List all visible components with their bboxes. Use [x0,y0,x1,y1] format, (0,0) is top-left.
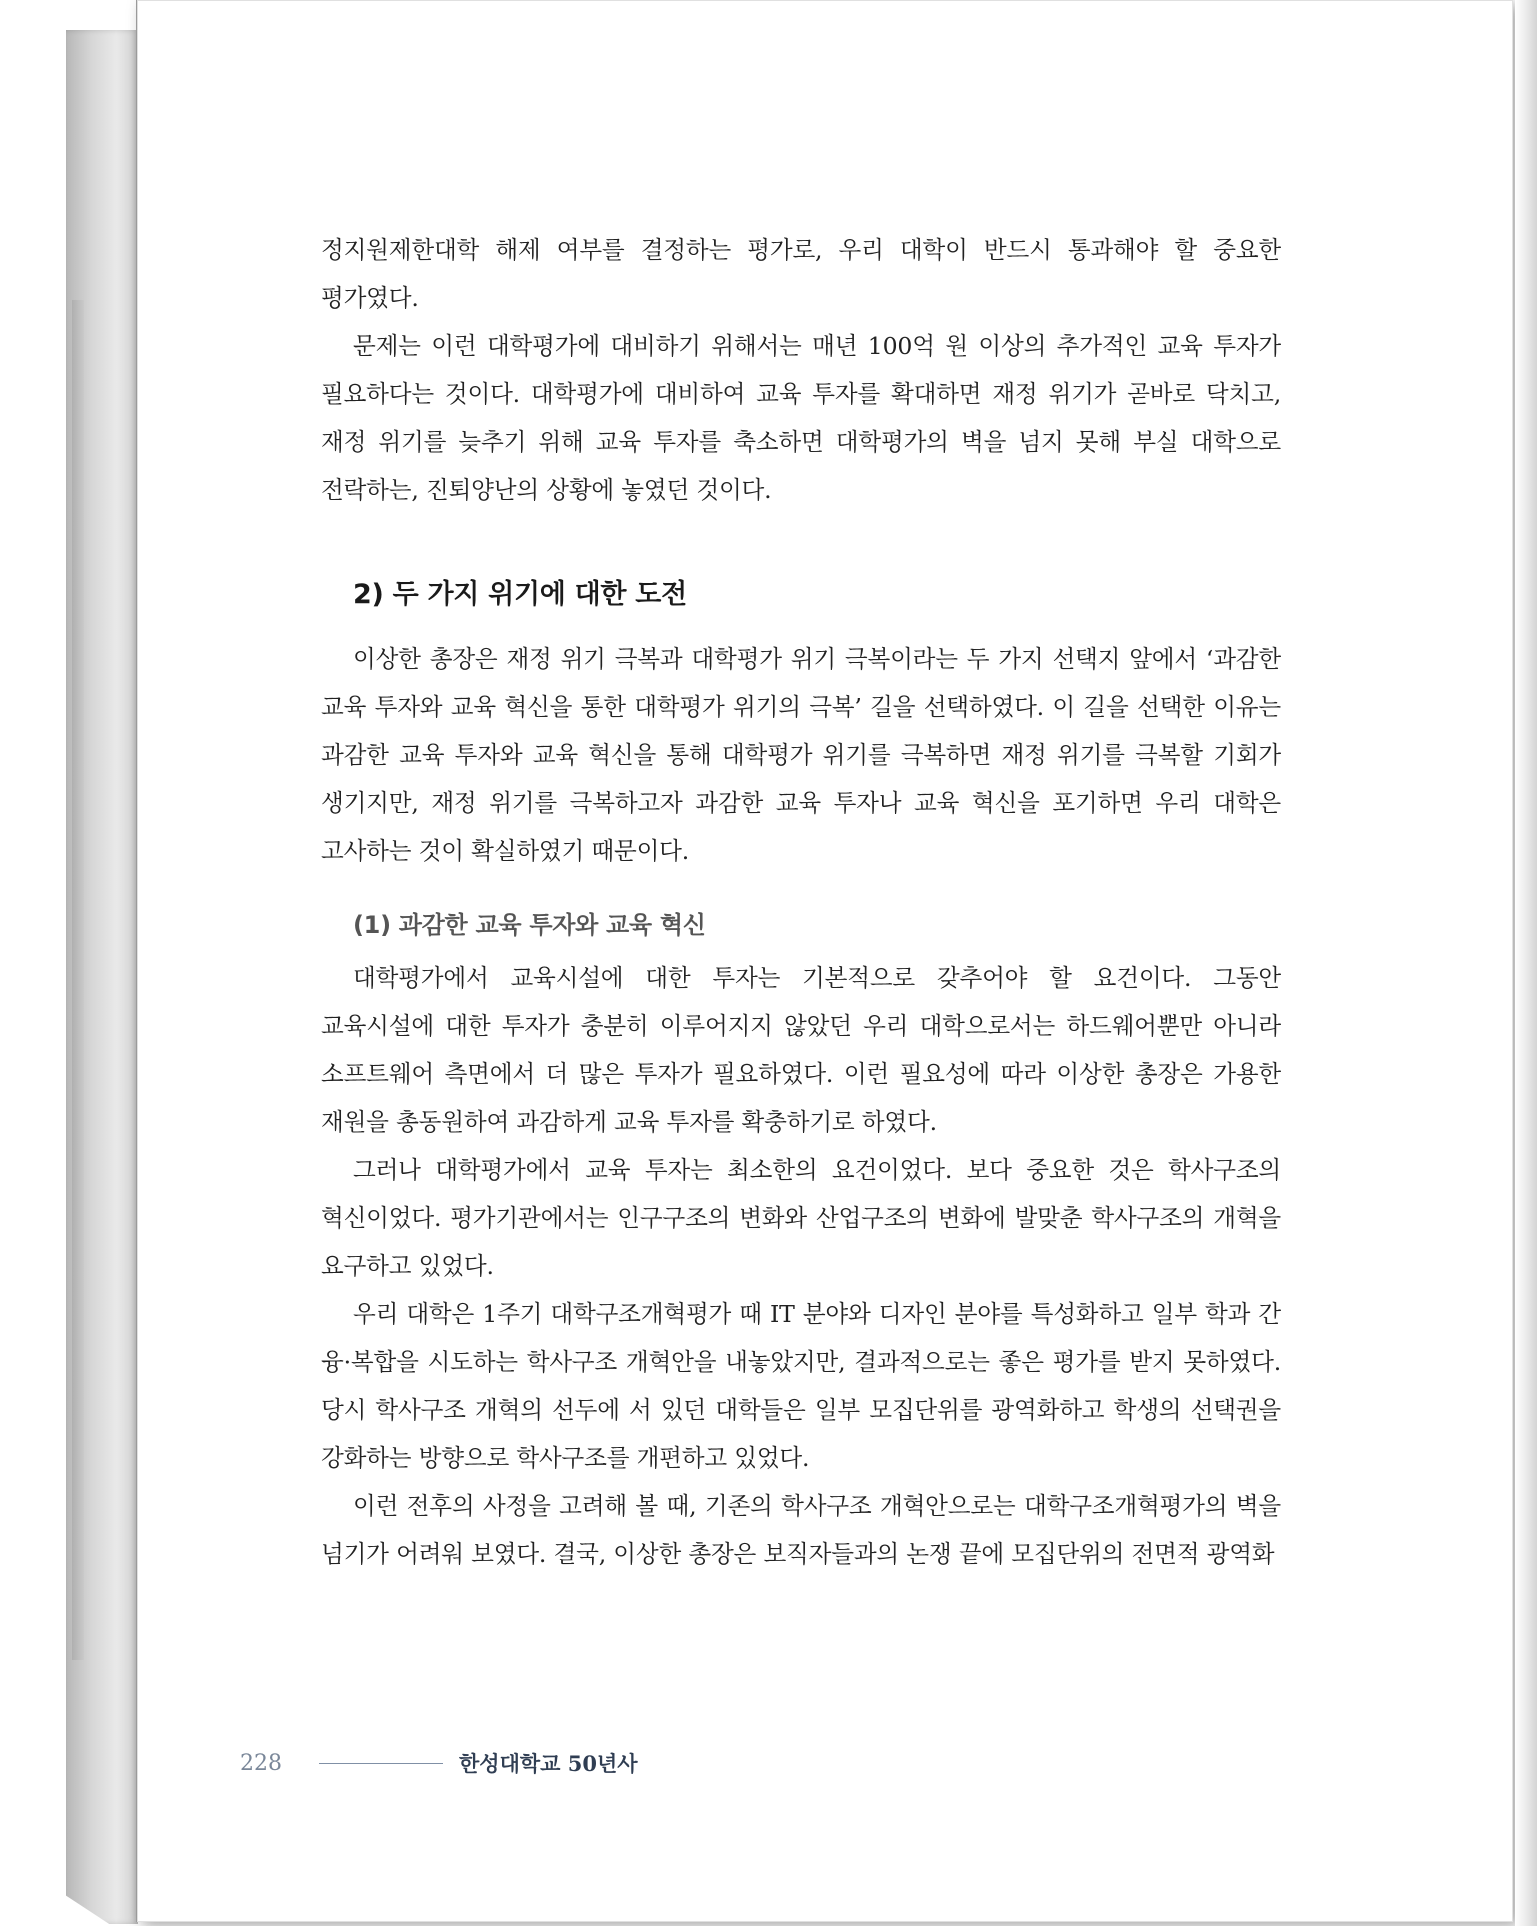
paragraph: 우리 대학은 1주기 대학구조개혁평가 때 IT 분야와 디자인 분야를 특성화하고 일부 학과 간 융·복합을 시도하는 학사구조 개혁안을 내놓았지만, 결과적으로는 좋은 평가를 받지 못하였다. 당시 학사구조 개혁의 선두에 서 있던 대학들은 일부 모집단위를 광역화하고 학생의 선택권을 강화하는 방향으로 학사구조를 개편하고 있었다. [321,1300,1281,1472]
paragraph: 그러나 대학평가에서 교육 투자는 최소한의 요건이었다. 보다 중요한 것은 학사구조의 혁신이었다. 평가기관에서는 인구구조의 변화와 산업구조의 변화에 발맞춘 학사구조의 개혁을 요구하고 있었다. [321,1156,1281,1280]
book-title: 한성대학교 50년사 [459,1751,638,1776]
page-footer [240,1748,638,1778]
paragraph: 이상한 총장은 재정 위기 극복과 대학평가 위기 극복이라는 두 가지 선택지 앞에서 ‘과감한 교육 투자와 교육 혁신을 통한 대학평가 위기의 극복’ 길을 선택하였다. 이 길을 선택한 이유는 과감한 교육 투자와 교육 혁신을 통해 대학평가 위기를 극복하면 재정 위기를 극복할 기회가 생기지만, 재정 위기를 극복하고자 과감한 교육 투자나 교육 혁신을 포기하면 우리 대학은 고사하는 것이 확실하였기 때문이다. [321,645,1281,865]
spacer [321,514,1281,572]
section-heading: 2) 두 가지 위기에 대한 도전 [353,579,687,610]
spacer [321,940,1281,954]
book-spine-shade [72,300,84,1660]
paragraph: 문제는 이런 대학평가에 대비하기 위해서는 매년 100억 원 이상의 추가적인 교육 투자가 필요하다는 것이다. 대학평가에 대비하여 교육 투자를 확대하면 재정 위기가 곧바로 닥치고, 재정 위기를 늦추기 위해 교육 투자를 축소하면 대학평가의 벽을 넘지 못해 부실 대학으로 전락하는, 진퇴양난의 상황에 놓였던 것이다. [321,332,1281,504]
paragraph: 대학평가에서 교육시설에 대한 투자는 기본적으로 갖추어야 할 요건이다. 그동안 교육시설에 대한 투자가 충분히 이루어지지 않았던 우리 대학으로서는 하드웨어뿐만 아니라 소프트웨어 측면에서 더 많은 투자가 필요하였다. 이런 필요성에 따라 이상한 총장은 가용한 재원을 총동원하여 과감하게 교육 투자를 확충하기로 하였다. [321,964,1281,1136]
spacer [321,875,1281,905]
footer-rule [319,1763,443,1764]
spacer [321,611,1281,635]
subsection-heading: (1) 과감한 교육 투자와 교육 혁신 [353,911,706,939]
page-right-edge [1515,0,1537,1926]
page-content [321,226,1281,1578]
paragraph-continued: 정지원제한대학 해제 여부를 결정하는 평가로, 우리 대학이 반드시 통과해야 할 중요한 평가였다. [321,236,1281,312]
page-number: 228 [240,1750,282,1776]
paragraph: 이런 전후의 사정을 고려해 볼 때, 기존의 학사구조 개혁안으로는 대학구조개혁평가의 벽을 넘기가 어려워 보였다. 결국, 이상한 총장은 보직자들과의 논쟁 끝에 모집단위의 전면적 광역화 [321,1492,1281,1568]
